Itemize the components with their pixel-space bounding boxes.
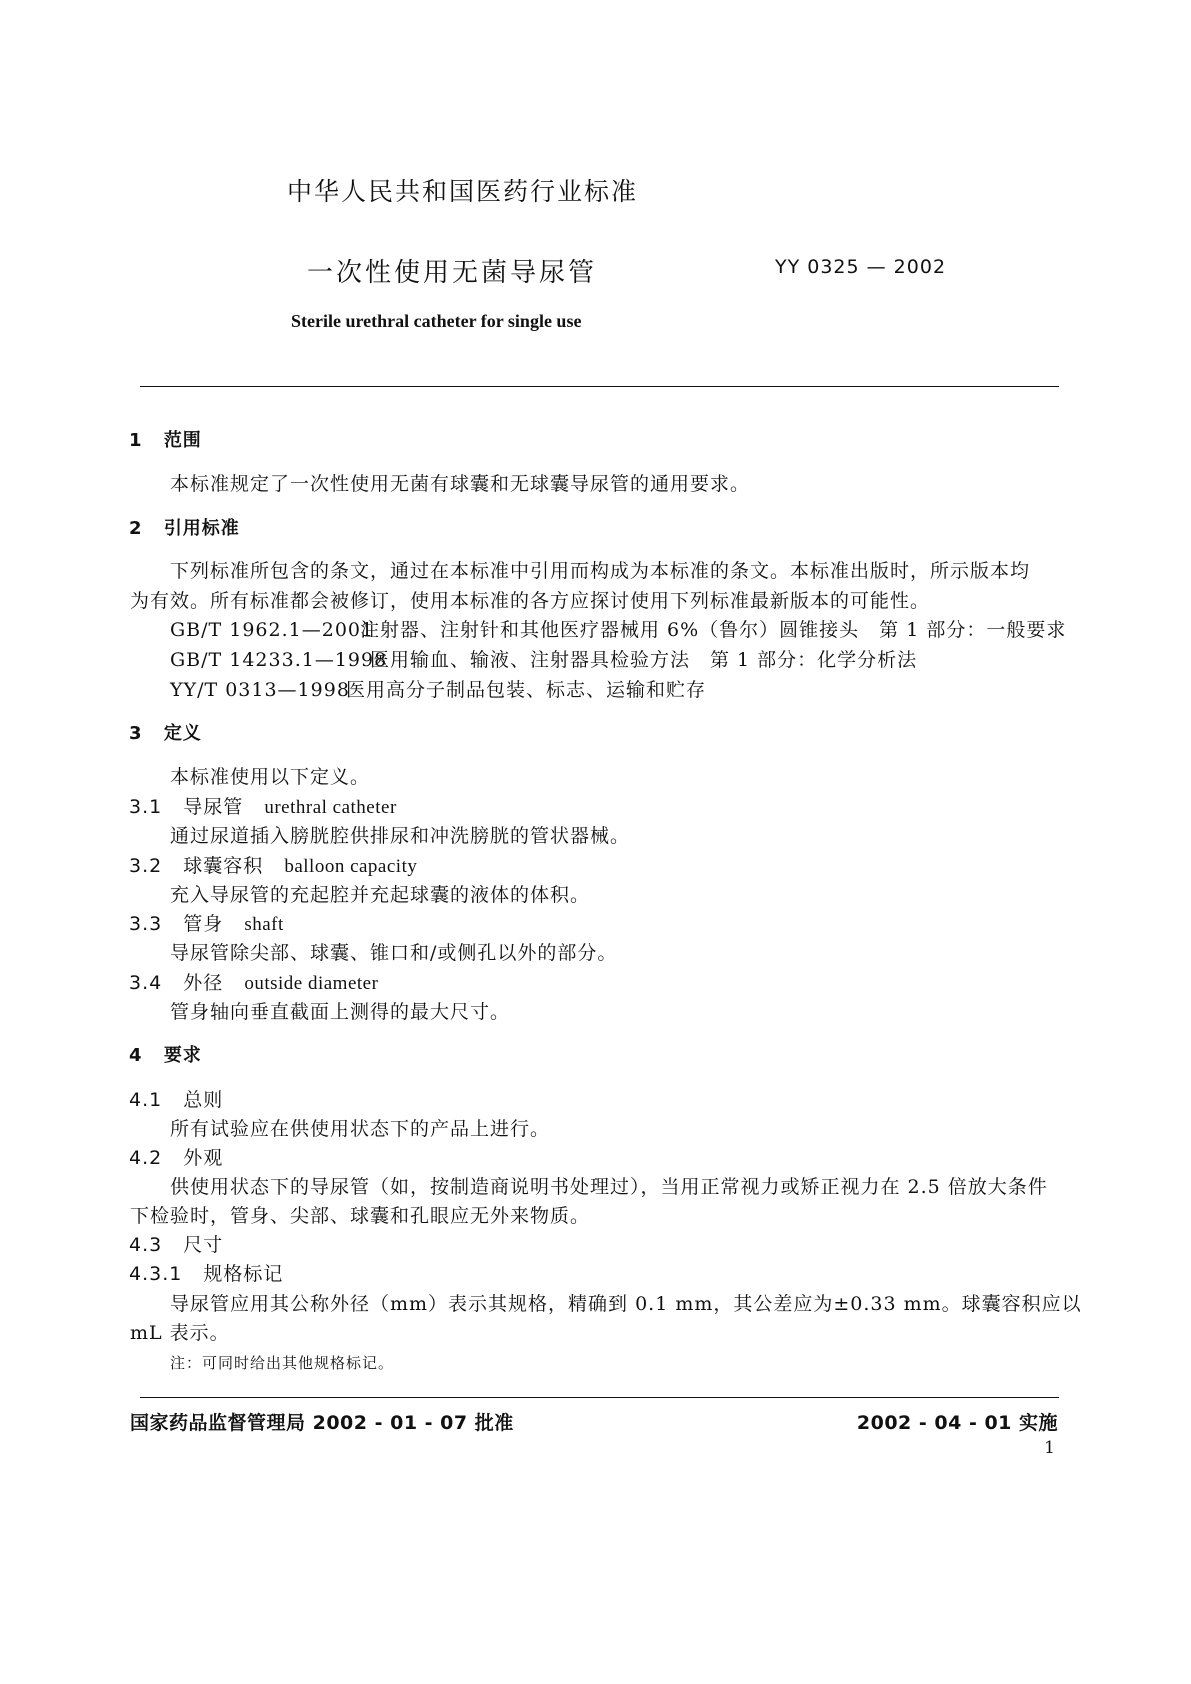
document-title: 一次性使用无菌导尿管 — [307, 258, 598, 288]
document-title-english: Sterile urethral catheter for single use — [291, 311, 582, 331]
section-title: 定义 — [163, 723, 202, 744]
section-2-heading — [129, 514, 240, 540]
page-number: 1 — [1044, 1438, 1055, 1458]
subsection-4-1-paragraph: 所有试验应在供使用状态下的产品上进行。 — [170, 1118, 551, 1140]
definition-number: 3.2 — [129, 855, 163, 877]
reference-code: GB/T 1962.1—2001 — [170, 619, 375, 641]
section-number: 4 — [129, 1045, 143, 1066]
section-4-heading — [129, 1041, 202, 1067]
definition-term: 球囊容积 — [183, 855, 264, 877]
definition-term: 外径 — [183, 972, 224, 994]
reference-title: 医用高分子制品包装、标志、运输和贮存 — [346, 679, 707, 701]
subsection-4-2-paragraph-line-2: 下检验时，管身、尖部、球囊和孔眼应无外来物质。 — [130, 1205, 591, 1227]
reference-code: GB/T 14233.1—1998 — [170, 649, 388, 671]
section-number: 1 — [129, 430, 143, 451]
section-title: 引用标准 — [163, 518, 240, 539]
definition-description: 管身轴向垂直截面上测得的最大尺寸。 — [170, 1001, 511, 1023]
section-3-heading — [129, 719, 202, 745]
section-title: 范围 — [163, 430, 202, 451]
subsection-title: 规格标记 — [203, 1263, 284, 1285]
reference-title: 医用输血、输液、注射器具检验方法 第 1 部分：化学分析法 — [370, 649, 918, 671]
note: 注：可同时给出其他规格标记。 — [170, 1354, 395, 1372]
subsection-title: 外观 — [183, 1147, 224, 1169]
definition-description: 通过尿道插入膀胱腔供排尿和冲洗膀胱的管状器械。 — [170, 825, 631, 847]
definition-term-english: outside diameter — [244, 973, 379, 994]
definition-heading — [129, 968, 378, 995]
section-number: 3 — [129, 723, 143, 744]
subsection-number: 4.3 — [129, 1234, 163, 1256]
definition-number: 3.1 — [129, 796, 163, 818]
subsection-4-3-1-heading — [129, 1259, 283, 1286]
subsection-number: 4.1 — [129, 1089, 163, 1111]
subsection-title: 尺寸 — [183, 1234, 224, 1256]
definition-number: 3.3 — [129, 913, 163, 935]
definition-term-english: balloon capacity — [284, 856, 418, 877]
section-3-intro: 本标准使用以下定义。 — [170, 766, 371, 788]
standard-number: YY 0325 — 2002 — [775, 256, 947, 278]
implementation-date: 2002 - 04 - 01 实施 — [856, 1412, 1058, 1434]
section-title: 要求 — [163, 1045, 202, 1066]
definition-term-english: urethral catheter — [264, 797, 397, 818]
section-1-heading — [129, 426, 202, 452]
subsection-title: 总则 — [183, 1089, 224, 1111]
subsection-4-2-paragraph-line-1: 供使用状态下的导尿管（如，按制造商说明书处理过），当用正常视力或矫正视力在 2.5 倍放大条件 — [170, 1176, 1048, 1198]
section-2-paragraph-line-1: 下列标准所包含的条文，通过在本标准中引用而构成为本标准的条文。本标准出版时，所示版本均 — [170, 560, 1031, 582]
subsection-4-3-1-paragraph-line-1: 导尿管应用其公称外径（mm）表示其规格，精确到 0.1 mm，其公差应为±0.33 mm。球囊容积应以 — [170, 1293, 1082, 1315]
reference-item — [170, 615, 1066, 642]
subsection-4-1-heading — [129, 1085, 223, 1112]
subsection-number: 4.3.1 — [129, 1263, 183, 1285]
definition-description: 充入导尿管的充起腔并充起球囊的液体的体积。 — [170, 884, 591, 906]
subsection-4-3-heading — [129, 1230, 223, 1257]
definition-term-english: shaft — [244, 914, 284, 935]
industry-standard-heading: 中华人民共和国医药行业标准 — [287, 177, 639, 206]
section-number: 2 — [129, 518, 143, 539]
reference-item — [170, 645, 917, 672]
definition-term: 管身 — [183, 913, 224, 935]
section-1-paragraph: 本标准规定了一次性使用无菌有球囊和无球囊导尿管的通用要求。 — [170, 473, 751, 495]
subsection-4-2-heading — [129, 1143, 223, 1170]
definition-description: 导尿管除尖部、球囊、锥口和/或侧孔以外的部分。 — [170, 942, 618, 964]
subsection-4-3-1-paragraph-line-2: mL 表示。 — [130, 1322, 230, 1344]
reference-code: YY/T 0313—1998 — [170, 679, 350, 701]
header-rule — [140, 386, 1059, 387]
approval-info: 国家药品监督管理局 2002 - 01 - 07 批准 — [130, 1412, 514, 1434]
definition-heading — [129, 792, 397, 819]
definition-term: 导尿管 — [183, 796, 244, 818]
definition-heading — [129, 909, 284, 936]
definition-number: 3.4 — [129, 972, 163, 994]
section-2-paragraph-line-2: 为有效。所有标准都会被修订，使用本标准的各方应探讨使用下列标准最新版本的可能性。 — [130, 590, 931, 612]
reference-item — [170, 675, 706, 702]
definition-heading — [129, 851, 417, 878]
subsection-number: 4.2 — [129, 1147, 163, 1169]
reference-title: 注射器、注射针和其他医疗器械用 6%（鲁尔）圆锥接头 第 1 部分：一般要求 — [360, 619, 1067, 641]
footer-rule — [140, 1397, 1059, 1398]
